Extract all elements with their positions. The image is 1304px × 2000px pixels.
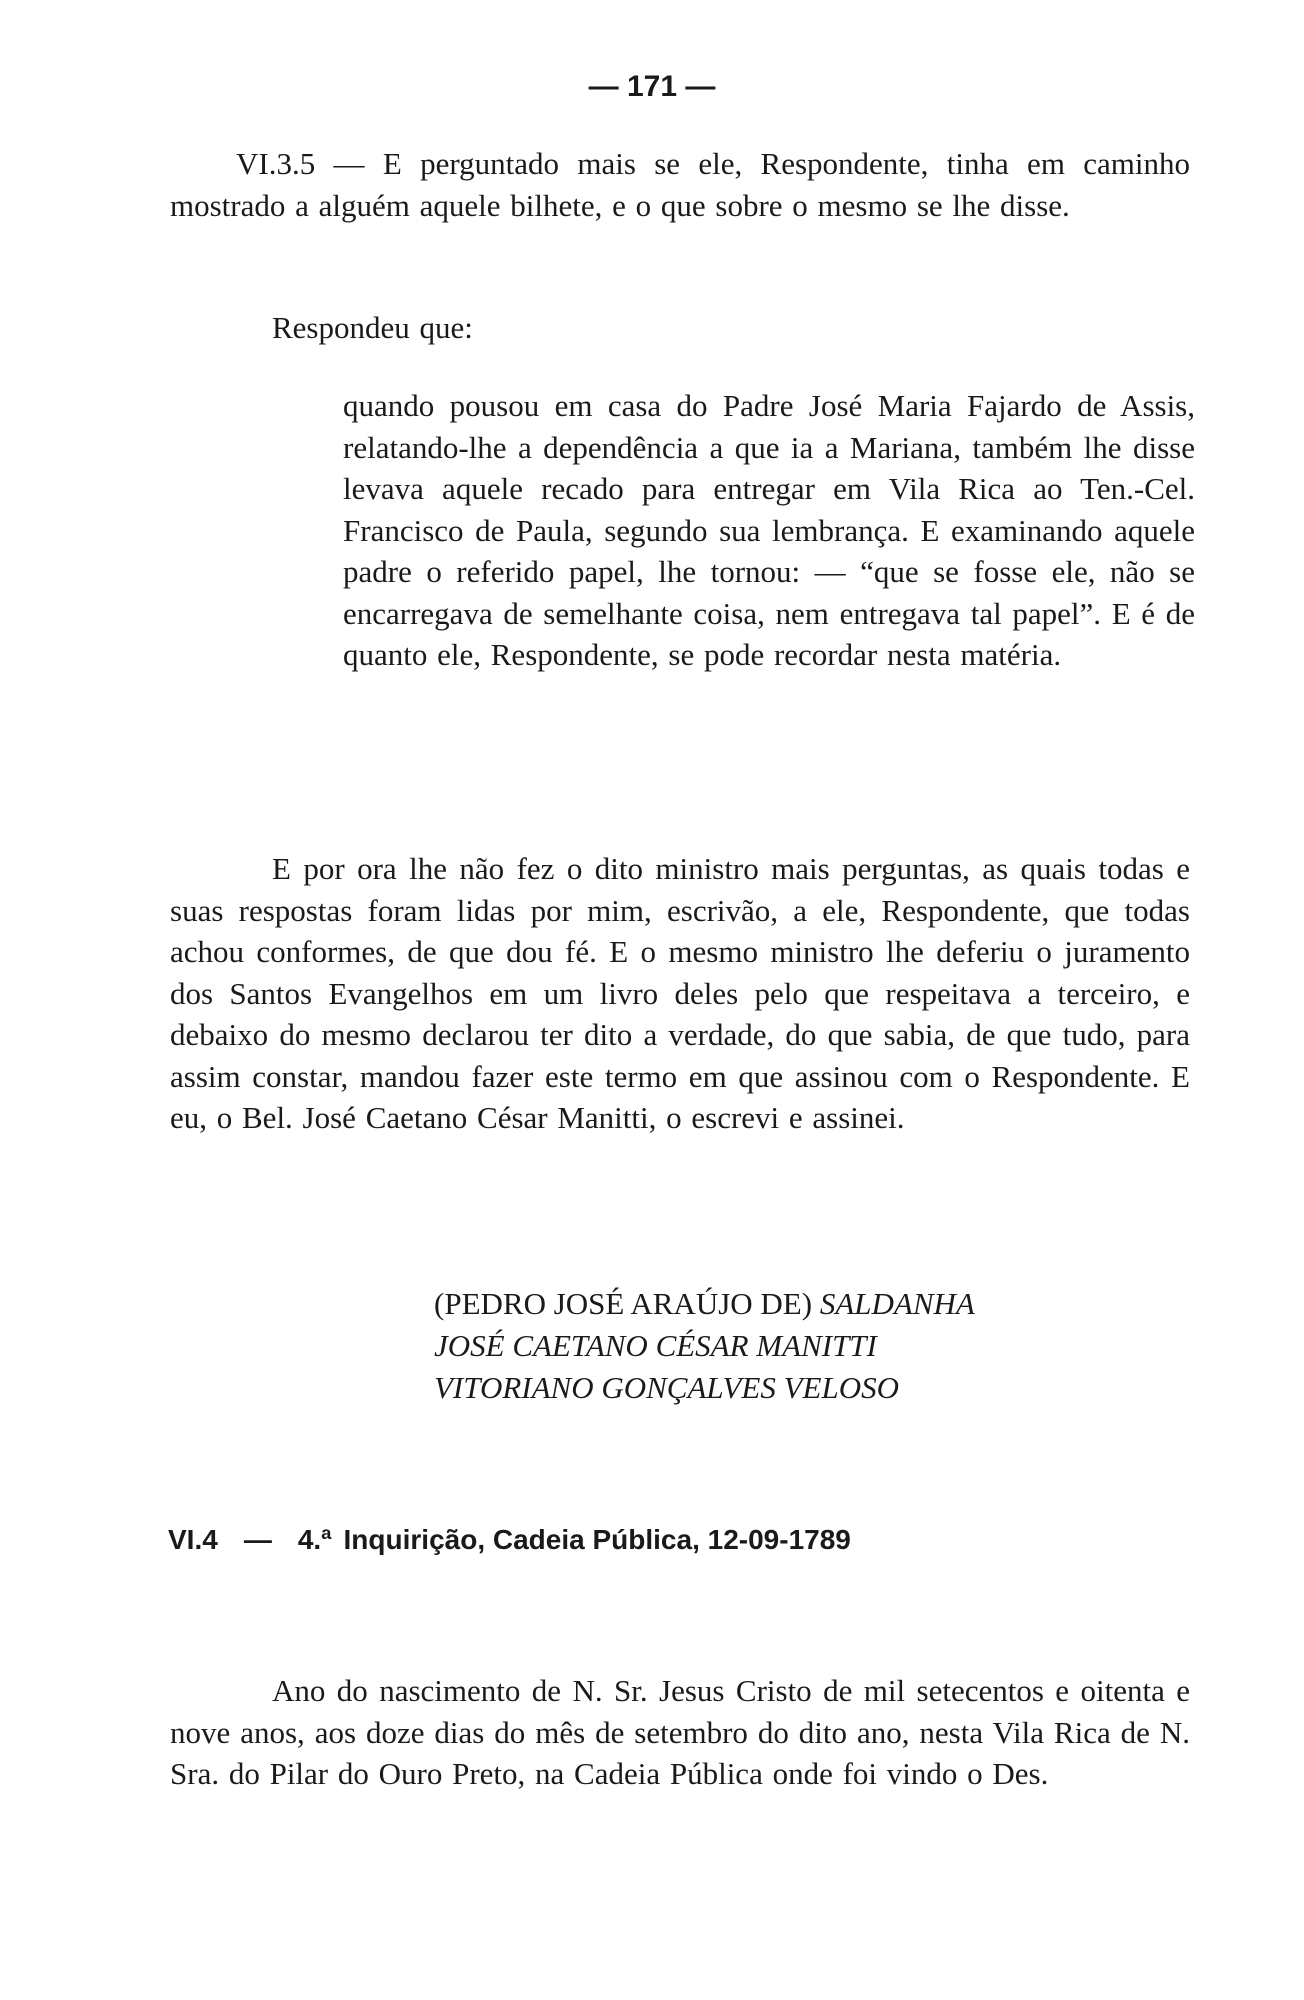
closing-text: E por ora lhe não fez o dito ministro mais perguntas, as quais todas e suas respostas foram lidas por mim, escrivão, a ele, Respondente, que todas achou conformes, de que dou fé. E o mesmo ministro lhe deferiu o juramento dos Santos Evangelhos em um livro deles pelo que respeitava a terceiro, e debaixo do mesmo declarou ter dito a verdade, do que sabia, de que tudo, para assim constar, mandou fazer este termo em que assinou com o Respondente. E eu, o Bel. José Caetano César Manitti, o escrevi e assinei.: [170, 851, 1190, 1135]
answer-block: [343, 385, 1195, 676]
section-title: Inquirição, Cadeia Pública, 12-09-1789: [343, 1524, 851, 1555]
page-number: — 171 —: [588, 70, 716, 103]
signature-1-prefix: (PEDRO JOSÉ ARAÚJO DE): [434, 1286, 813, 1321]
question-text: VI.3.5 — E perguntado mais se ele, Respondente, tinha em caminho mostrado a alguém aquele bilhete, e o que sobre o mesmo se lhe disse.: [170, 146, 1190, 223]
signature-1-name: SALDANHA: [819, 1286, 975, 1321]
signature-line-1: [434, 1283, 975, 1325]
respondeu-line: [272, 307, 872, 349]
section-number: VI.4: [168, 1524, 218, 1555]
final-paragraph: [170, 1670, 1190, 1795]
signature-line-2: JOSÉ CAETANO CÉSAR MANITTI: [434, 1328, 877, 1363]
section-ordinal: 4.ª: [297, 1524, 332, 1555]
answer-text: quando pousou em casa do Padre José Maria Fajardo de Assis, relatando-lhe a dependência a que ia a Mariana, também lhe disse levava aquele recado para entregar em Vila Rica ao Ten.-Cel. Francisco de Paula, segundo sua lembrança. E examinando aquele padre o referido papel, lhe tornou: — “que se fosse ele, não se encarregava de semelhante coisa, nem entregava tal papel”. E é de quanto ele, Respondente, se pode recordar nesta matéria.: [343, 388, 1195, 672]
signature-line-3: VITORIANO GONÇALVES VELOSO: [434, 1370, 899, 1405]
signature-block: [434, 1283, 975, 1409]
respondeu-text: Respondeu que:: [272, 310, 473, 345]
final-text: Ano do nascimento de N. Sr. Jesus Cristo de mil setecentos e oitenta e nove anos, aos doze dias do mês de setembro do dito ano, nesta Vila Rica de N. Sra. do Pilar do Ouro Preto, na Cadeia Pública onde foi vindo o Des.: [170, 1673, 1190, 1791]
closing-paragraph: [170, 848, 1190, 1139]
section-heading: [168, 1524, 851, 1556]
question-paragraph: [170, 143, 1190, 226]
section-dash: —: [243, 1524, 272, 1555]
